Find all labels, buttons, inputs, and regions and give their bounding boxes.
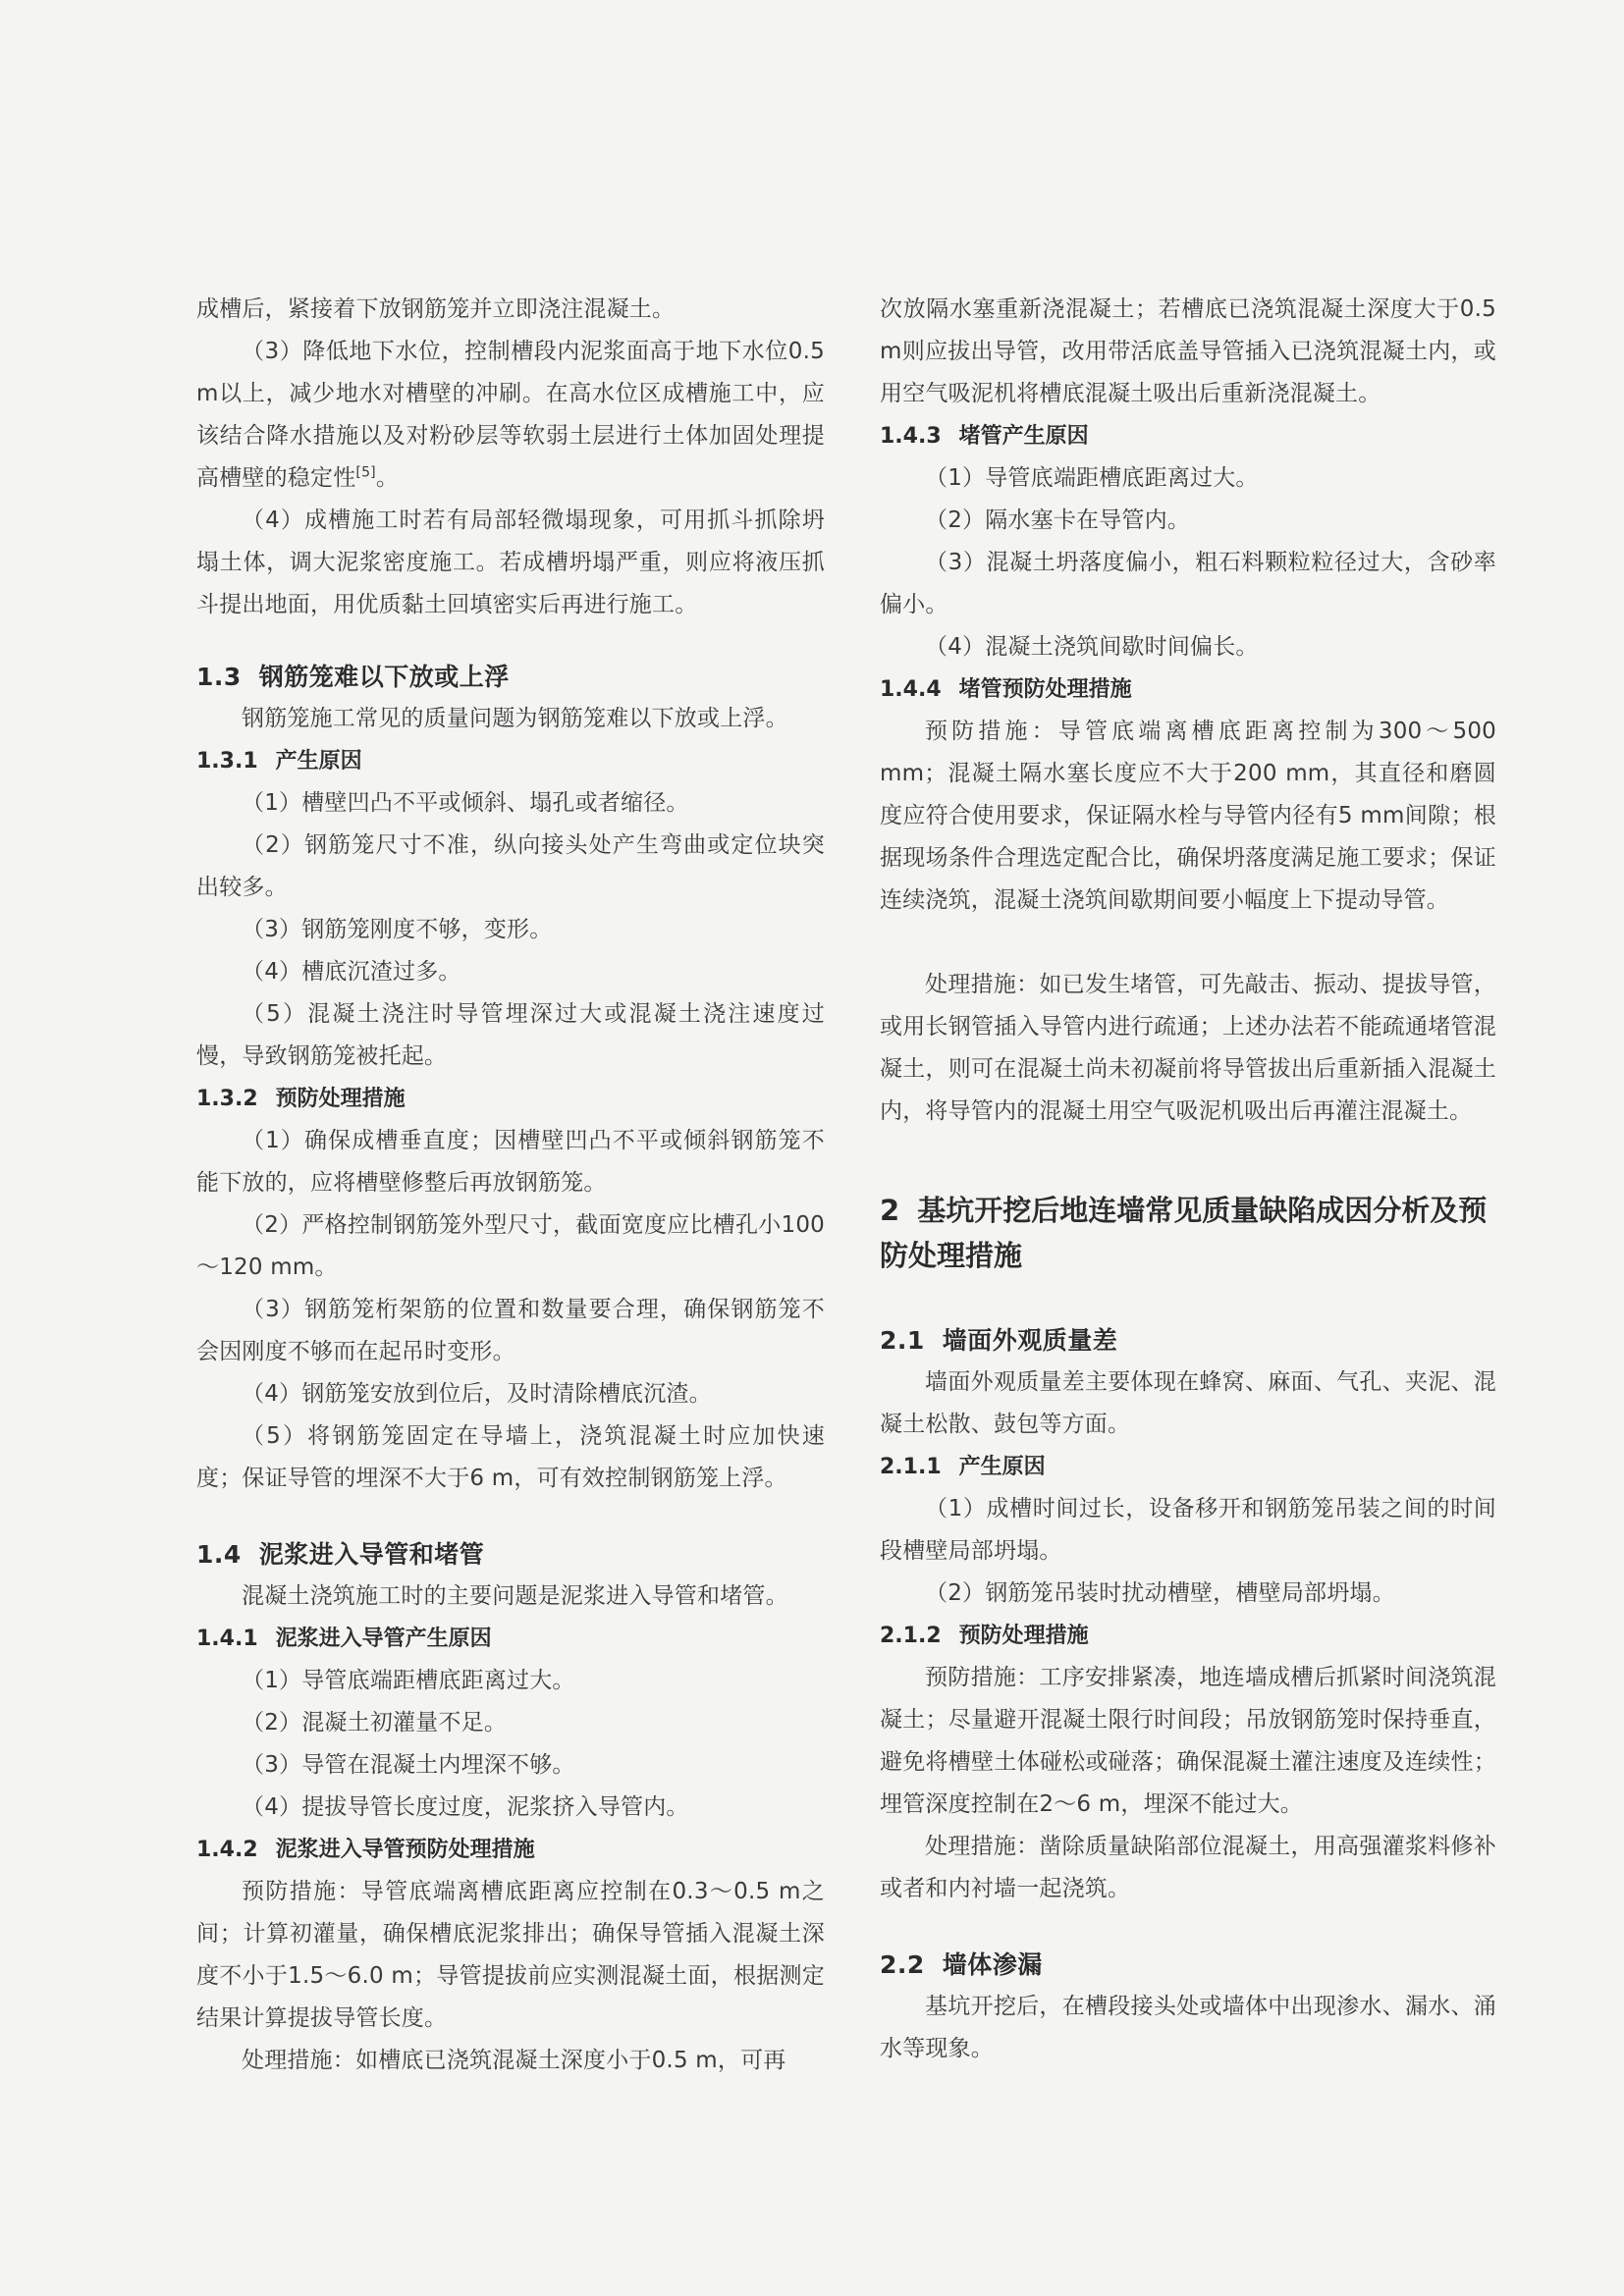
paragraph: 处理措施：如槽底已浇筑混凝土深度小于0.5 m，可再 [242,2048,786,2073]
paragraph: （3）降低地下水位，控制槽段内泥浆面高于地下水位0.5 m以上，减少地水对槽壁的冲刷。在高水位区成槽施工中，应该结合降水措施以及对粉砂层等软弱土层进行土体加固处理提高槽壁的稳定性[5]。 [196,339,825,491]
list-item: （2）严格控制钢筋笼外型尺寸，截面宽度应比槽孔小100～120 mm。 [196,1212,825,1280]
list-item: （2）隔水塞卡在导管内。 [925,507,1191,533]
chapter-heading: 2 基坑开挖后地连墙常见质量缺陷成因分析及预防处理措施 [880,1194,1488,1272]
list-item: （5）混凝土浇注时导管埋深过大或混凝土浇注速度过慢，导致钢筋笼被托起。 [196,1001,825,1069]
paragraph: 钢筋笼施工常见的质量问题为钢筋笼难以下放或上浮。 [242,706,788,731]
list-item: （4）槽底沉渣过多。 [242,959,461,985]
section-heading: 1.3 钢筋笼难以下放或上浮 [196,663,510,691]
list-item: （3）混凝土坍落度偏小，粗石料颗粒粒径过大，含砂率偏小。 [880,550,1496,617]
paragraph: （4）成槽施工时若有局部轻微塌现象，可用抓斗抓除坍塌土体，调大泥浆密度施工。若成槽坍塌严重，则应将液压抓斗提出地面，用优质黏土回填密实后再进行施工。 [196,507,825,617]
section-heading: 2.2 墙体渗漏 [880,1950,1043,1979]
list-item: （1）确保成槽垂直度；因槽壁凹凸不平或倾斜钢筋笼不能下放的，应将槽壁修整后再放钢筋笼。 [196,1128,825,1196]
list-item: （4）混凝土浇筑间歇时间偏长。 [925,634,1259,660]
paragraph: 墙面外观质量差主要体现在蜂窝、麻面、气孔、夹泥、混凝土松散、鼓包等方面。 [880,1369,1496,1437]
list-item: （4）提拔导管长度过度，泥浆挤入导管内。 [242,1794,689,1820]
list-item: （3）钢筋笼刚度不够，变形。 [242,917,553,942]
subsection-heading: 1.4.1 泥浆进入导管产生原因 [196,1627,492,1651]
subsection-heading: 2.1.1 产生原因 [880,1455,1046,1479]
subsection-heading: 1.4.3 堵管产生原因 [880,424,1089,449]
list-item: （2）混凝土初灌量不足。 [242,1710,508,1735]
paragraph: 混凝土浇筑施工时的主要问题是泥浆进入导管和堵管。 [242,1583,788,1609]
subsection-heading: 2.1.2 预防处理措施 [880,1624,1089,1648]
paragraph: 预防措施：导管底端离槽底距离应控制在0.3～0.5 m之间；计算初灌量，确保槽底泥浆排出；确保导管插入混凝土深度不小于1.5～6.0 m；导管提拔前应实测混凝土面，根据测定结果计算提拔导管长度。 [196,1879,825,2031]
subsection-heading: 1.3.2 预防处理措施 [196,1087,406,1111]
paragraph: 预防措施：导管底端离槽底距离控制为300～500 mm；混凝土隔水塞长度应不大于200 mm，其直径和磨圆度应符合使用要求，保证隔水栓与导管内径有5 mm间隙；根据现场条件合理选定配合比，确保坍落度满足施工要求；保证连续浇筑，混凝土浇筑间歇期间要小幅度上下提动导管。 [880,719,1496,913]
list-item: （2）钢筋笼吊装时扰动槽壁，槽壁局部坍塌。 [925,1580,1395,1606]
paragraph: 处理措施：凿除质量缺陷部位混凝土，用高强灌浆料修补或者和内衬墙一起浇筑。 [880,1834,1496,1901]
section-heading: 2.1 墙面外观质量差 [880,1326,1118,1355]
list-item: （1）导管底端距槽底距离过大。 [925,465,1259,491]
paragraph: 处理措施：如已发生堵管，可先敲击、振动、提拔导管，或用长钢管插入导管内进行疏通；上述办法若不能疏通堵管混凝土，则可在混凝土尚未初凝前将导管拔出后重新插入混凝土内，将导管内的混凝土用空气吸泥机吸出后再灌注混凝土。 [880,972,1496,1124]
citation-ref: [5] [355,464,376,481]
paragraph: 基坑开挖后，在槽段接头处或墙体中出现渗水、漏水、涌水等现象。 [880,1994,1496,2061]
subsection-heading: 1.3.1 产生原因 [196,749,362,774]
subsection-heading: 1.4.2 泥浆进入导管预防处理措施 [196,1838,535,1862]
list-item: （3）钢筋笼桁架筋的位置和数量要合理，确保钢筋笼不会因刚度不够而在起吊时变形。 [196,1297,825,1364]
subsection-heading: 1.4.4 堵管预防处理措施 [880,677,1132,702]
list-item: （2）钢筋笼尺寸不准，纵向接头处产生弯曲或定位块突出较多。 [196,832,825,900]
section-heading: 1.4 泥浆进入导管和堵管 [196,1540,485,1569]
list-item: （1）成槽时间过长，设备移开和钢筋笼吊装之间的时间段槽壁局部坍塌。 [880,1496,1496,1564]
paragraph: 成槽后，紧接着下放钢筋笼并立即浇注混凝土。 [196,296,676,322]
list-item: （5）将钢筋笼固定在导墙上，浇筑混凝土时应加快速度；保证导管的埋深不大于6 m，可有效控制钢筋笼上浮。 [196,1423,825,1491]
list-item: （1）槽壁凹凸不平或倾斜、塌孔或者缩径。 [242,790,689,816]
list-item: （1）导管底端距槽底距离过大。 [242,1668,575,1693]
paragraph: 预防措施：工序安排紧凑，地连墙成槽后抓紧时间浇筑混凝土；尽量避开混凝土限行时间段；吊放钢筋笼时保持垂直，避免将槽壁土体碰松或碰落；确保混凝土灌注速度及连续性；埋管深度控制在2～6 m，埋深不能过大。 [880,1665,1496,1817]
list-item: （4）钢筋笼安放到位后，及时清除槽底沉渣。 [242,1381,712,1407]
paragraph: 次放隔水塞重新浇混凝土；若槽底已浇筑混凝土深度大于0.5 m则应拔出导管，改用带活底盖导管插入已浇筑混凝土内，或用空气吸泥机将槽底混凝土吸出后重新浇混凝土。 [880,296,1496,406]
list-item: （3）导管在混凝土内埋深不够。 [242,1752,575,1778]
